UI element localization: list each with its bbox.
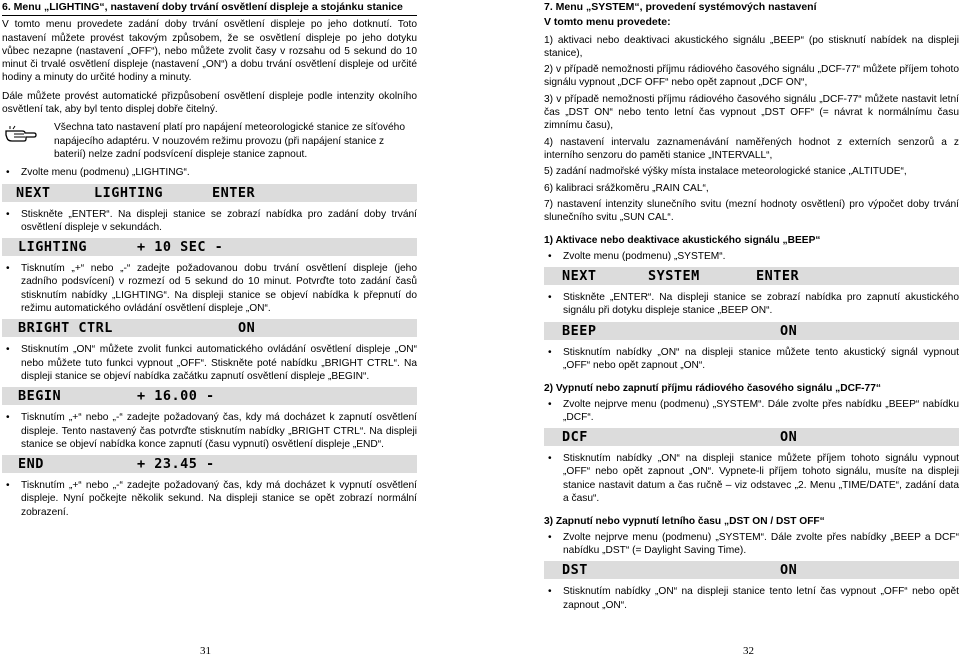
- system-intro: V tomto menu provedete:: [544, 16, 671, 29]
- step-set-seconds: • Tisknutím „+“ nebo „-“ zadejte požadovanou dobu trvání osvětlení displeje (jeho zadního podsvícení) v rozmezí od 5 sekund do 10 minut. Potvrďte toto zadání časů stisknutím nabídky „LIGHTING“. Na displeji stanice se objeví nabídka k přepnutí do režimu automatického ovládání osvětlení displeje „ON“.: [6, 263, 417, 315]
- step-press-enter: • Stiskněte „ENTER“. Na displeji stanice se zobrazí nabídka pro zapnutí akustického signálu při dotyku displeje stanice „BEEP ON“.: [548, 292, 959, 317]
- lcd-display: [2, 455, 417, 473]
- lcd-end-time[interactable]: + 23.45 -: [137, 456, 215, 473]
- lcd-display: [544, 561, 959, 579]
- step-bright-ctrl: • Stisknutím „ON“ můžete zvolit funkci automatického ovládání osvětlení displeje „ON“ nebo můžete tuto funkci vypnout „OFF“. Stiskněte poté nabídku „BRIGHT CTRL“. Na displeji stanice se objeví nabídka začátku zapnutí osvětlení displeje „BEGIN“.: [6, 344, 417, 382]
- dcf-subtitle: 2) Vypnutí nebo zapnutí příjmu rádiového časového signálu „DCF-77“: [544, 383, 881, 395]
- lcd-on[interactable]: ON: [780, 429, 798, 446]
- lcd-lighting[interactable]: LIGHTING: [18, 239, 88, 256]
- lcd-display: [2, 387, 417, 405]
- lighting-auto-paragraph: Dále můžete provést automatické přizpůsobení osvětlení displeje podle intenzity okolního osvětlení tak, aby byl tento displej dobře čitelný.: [2, 90, 417, 116]
- lcd-display: [544, 428, 959, 446]
- system-item: 7) nastavení intenzity slunečního svitu (mezní hodnoty osvětlení) pro výpočet doby trvání slunečního svitu „SUN CAL“.: [544, 198, 959, 224]
- system-section-title: 7. Menu „SYSTEM“, provedení systémových nastavení: [544, 1, 817, 13]
- lcd-system[interactable]: SYSTEM: [648, 268, 700, 285]
- lcd-display: [2, 184, 417, 202]
- step-select-system: • Zvolte menu (podmenu) „SYSTEM“.: [548, 250, 726, 262]
- lcd-beep[interactable]: BEEP: [562, 322, 597, 339]
- lcd-display: [544, 322, 959, 340]
- lcd-dcf[interactable]: DCF: [562, 429, 588, 446]
- lcd-on[interactable]: ON: [780, 562, 798, 579]
- lcd-end[interactable]: END: [18, 456, 44, 473]
- right-page: [544, 0, 959, 616]
- lcd-enter[interactable]: ENTER: [212, 184, 256, 201]
- lcd-seconds[interactable]: + 10 SEC -: [137, 239, 224, 256]
- step-press-enter: • Stiskněte „ENTER“. Na displeji stanice se zobrazí nabídka pro zadání doby trvání osvětlení displeje v sekundách.: [6, 208, 417, 233]
- lighting-intro-paragraph: V tomto menu provedete zadání doby trvání osvětlení displeje po jeho dotknutí. Toto nastavení můžete provést takovým způsobem, že se osvětlení displeje po jeho dotyku vůbec nezapne (nastavení „OFF“), nebo můžete zvolit časy v rozsahu od 5 sekund do 10 minut či trvalé osvětlení displeje (nastavení „ON“) a dobu trvání osvětlení displeje od určité hodiny a minuty do určité hodiny a minuty.: [2, 19, 417, 84]
- system-item: 3) v případě nemožnosti příjmu rádiového časového signálu „DCF-77“ můžete nastavit letní čas „DST ON“ nebo tento letní čas vypnout „DST OFF“ (= návrat k normálnímu času zimnímu času),: [544, 93, 959, 132]
- lcd-next[interactable]: NEXT: [562, 268, 597, 285]
- system-item: 6) kalibraci srážkoměru „RAIN CAL“,: [544, 182, 709, 194]
- system-item: 2) v případě nemožnosti příjmu rádiového časového signálu „DCF-77“ můžete příjem tohoto signálu vypnout „DCF OFF“ nebo opět zapnout „DCF ON“,: [544, 64, 959, 89]
- dst-subtitle: 3) Zapnutí nebo vypnutí letního času „DST ON / DST OFF“: [544, 516, 825, 528]
- system-item: 4) nastavení intervalu zaznamenávání naměřených hodnot z externích senzorů a z interního senzoru do paměti stanice „INTERVALL“,: [544, 136, 959, 161]
- lighting-steps: [2, 166, 417, 179]
- step-select-dst: • Zvolte nejprve menu (podmenu) „SYSTEM“. Dále zvolte přes nabídky „BEEP a DCF“ nabídku „DST“ (= Daylight Saving Time).: [548, 531, 959, 556]
- lcd-lighting[interactable]: LIGHTING: [94, 184, 164, 201]
- lcd-next[interactable]: NEXT: [16, 184, 51, 201]
- pointing-hand-icon: [4, 123, 38, 145]
- lcd-display: [2, 238, 417, 256]
- lcd-display: [2, 319, 417, 337]
- beep-subtitle: 1) Aktivace nebo deaktivace akustického signálu „BEEP“: [544, 235, 821, 247]
- lcd-bright-ctrl[interactable]: BRIGHT CTRL: [18, 320, 113, 337]
- lcd-begin-time[interactable]: + 16.00 -: [137, 388, 215, 405]
- lcd-dst[interactable]: DST: [562, 562, 588, 579]
- note-block: [2, 121, 417, 161]
- lcd-enter[interactable]: ENTER: [756, 268, 800, 285]
- step-select-lighting: • Zvolte menu (podmenu) „LIGHTING“.: [6, 167, 190, 179]
- step-toggle-beep: • Stisknutím nabídky „ON“ na displeji stanice můžete tento akustický signál vypnout „OFF“ nebo opět zapnout „ON“.: [548, 346, 959, 371]
- step-select-dcf: • Zvolte nejprve menu (podmenu) „SYSTEM“. Dále zvolte přes nabídku „BEEP“ nabídku „DCF“.: [548, 398, 959, 423]
- note-text: Všechna tato nastavení platí pro napájení meteorologické stanice ze síťového napájecího adaptéru. V nouzovém režimu provozu (při napájení stanice z baterií) nelze zadní podsvícení displeje stanice zapnout.: [54, 122, 405, 160]
- step-toggle-dst: • Stisknutím nabídky „ON“ na displeji stanice tento letní čas vypnout „OFF“ nebo opět zapnout „ON“.: [548, 586, 959, 611]
- page-number-right: 32: [743, 645, 754, 657]
- system-item: 5) zadání nadmořské výšky místa instalace meteorologické stanice „ALTITUDE“,: [544, 166, 907, 178]
- lcd-display: [544, 267, 959, 285]
- left-page: [2, 0, 417, 523]
- lighting-section-title: 6. Menu „LIGHTING“, nastavení doby trvání osvětlení displeje a stojánku stanice: [2, 0, 417, 16]
- lcd-on[interactable]: ON: [780, 322, 798, 339]
- system-item: 1) aktivaci nebo deaktivaci akustického signálu „BEEP“ (po stisknutí nabídek na displeji stanice),: [544, 34, 959, 59]
- step-toggle-dcf: • Stisknutím nabídky „ON“ na displeji stanice můžete příjem tohoto signálu vypnout „OFF“ nebo opět zapnout „ON“. Vypnete-li příjem tohoto signálu, musíte na displeji stanice nastavit datum a čas ručně – viz odstavec „2. Menu „TIME/DATE“, zadání data a času“.: [548, 453, 959, 505]
- page-number-left: 31: [200, 645, 211, 657]
- step-set-begin: • Tisknutím „+“ nebo „-“ zadejte požadovaný čas, kdy má docházet k zapnutí osvětlení displeje. Tento nastavený čas potvrďte stisknutím nabídky „BRIGHT CTRL“. Na displeji stanice se objeví nabídka konce zapnutí (času vypnutí) osvětlení displeje „END“.: [6, 412, 417, 450]
- step-set-end: • Tisknutím „+“ nebo „-“ zadejte požadovaný čas, kdy má docházet k vypnutí osvětlení displeje. Nyní počkejte několik sekund. Na displeji stanice se opět zobrazí normální zobrazení.: [6, 480, 417, 518]
- lcd-begin[interactable]: BEGIN: [18, 388, 62, 405]
- lcd-on[interactable]: ON: [238, 320, 256, 337]
